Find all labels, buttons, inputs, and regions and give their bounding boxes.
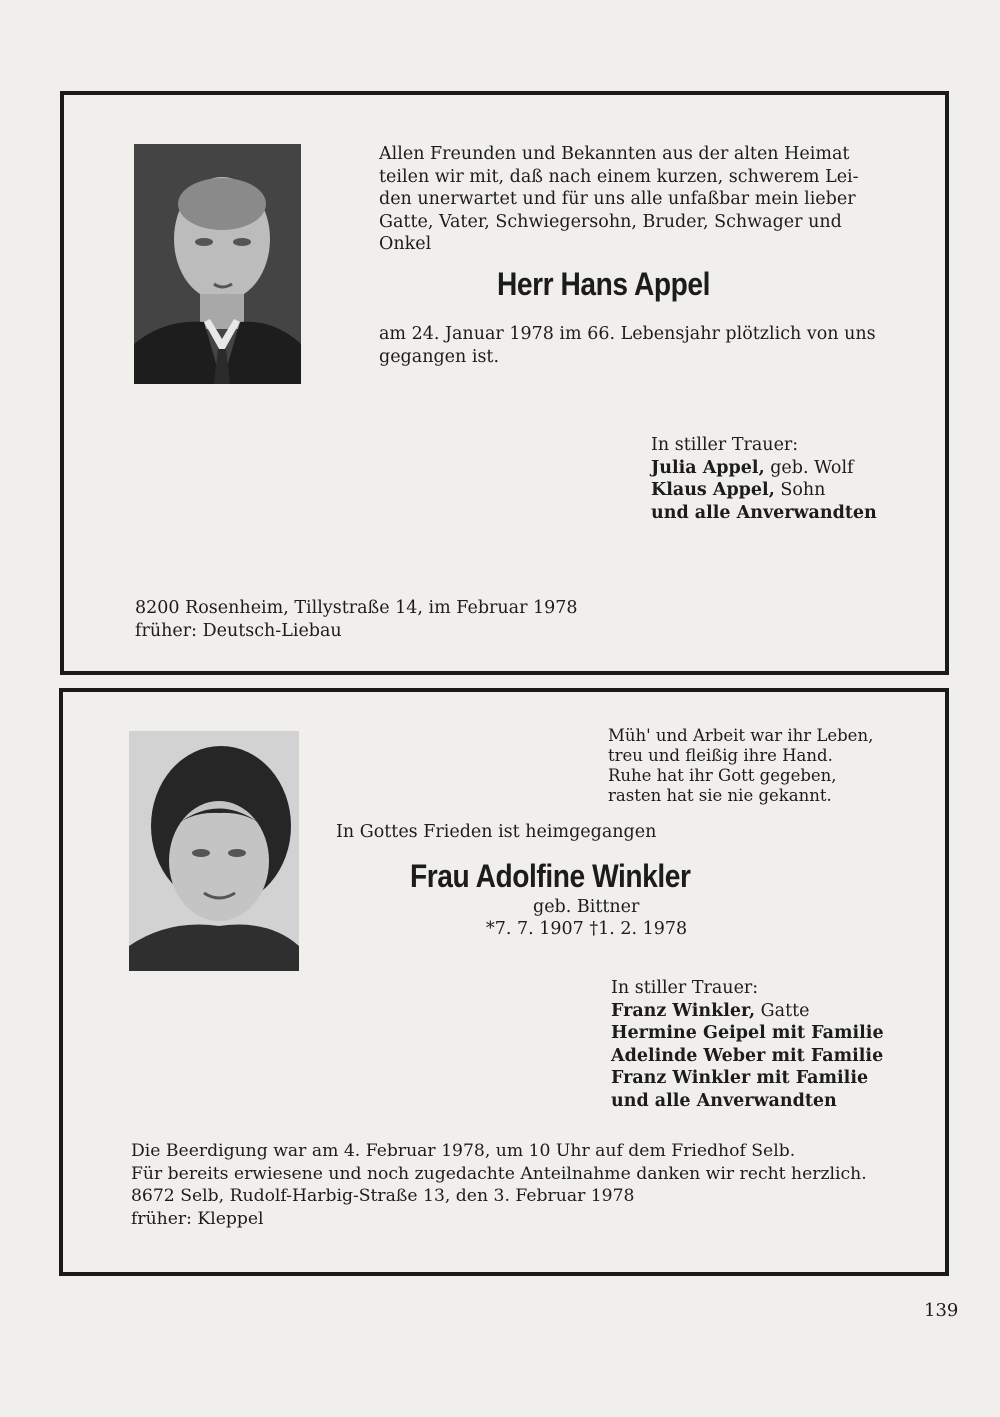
address-block: 8200 Rosenheim, Tillystraße 14, im Februar 1978 früher: Deutsch-Liebau [135,598,578,641]
deceased-name: Herr Hans Appel [497,266,711,302]
mourner: Julia Appel, geb. Wolf [651,457,854,478]
intro-text: In Gottes Frieden ist heimgegangen [336,822,657,842]
mourner: und alle Anverwandten [651,502,877,523]
page-number: 139 [924,1300,959,1321]
life-dates: *7. 7. 1907 †1. 2. 1978 [486,919,688,939]
death-text: am 24. Januar 1978 im 66. Lebensjahr plötzlich von uns gegangen ist. [379,324,876,367]
mourners-block: In stiller Trauer: Julia Appel, geb. Wolf Klaus Appel, Sohn und alle Anverwandten [651,435,877,523]
mourners-block: In stiller Trauer: Franz Winkler, Gatte Hermine Geipel mit Familie Adelinde Weber mit Familie Franz Winkler mit Familie und alle Anverwandten [611,978,884,1111]
mourner: Adelinde Weber mit Familie [611,1045,884,1066]
mourner: Franz Winkler mit Familie [611,1068,869,1088]
mourner: Klaus Appel, Sohn [651,480,826,500]
intro-text: Allen Freunden und Bekannten aus der alten Heimat teilen wir mit, daß nach einem kurzen, schwerem Lei- den unerwartet und für uns alle unfaßbar mein lieber Gatte, Vater, Schwiegersohn, Bruder, Schwager und Onkel [379,144,859,254]
funeral-info: Die Beerdigung war am 4. Februar 1978, um 10 Uhr auf dem Friedhof Selb. Für bereits erwiesene und noch zugedachte Anteilnahme danken wir recht herzlich. 8672 Selb, Rudolf-Harbig-Straße 13, den 3. Februar 1978 früher: Kleppel [131,1141,867,1229]
mourner: Hermine Geipel mit Familie [611,1023,884,1043]
portrait-woman-photo [129,731,299,971]
deceased-name: Frau Adolfine Winkler [410,858,691,894]
mourner: Franz Winkler, Gatte [611,1000,810,1021]
mourner: und alle Anverwandten [611,1090,837,1111]
maiden-name: geb. Bittner [533,897,640,917]
poem: Müh' und Arbeit war ihr Leben, treu und fleißig ihre Hand. Ruhe hat ihr Gott gegeben, rasten hat sie nie gekannt. [608,726,874,805]
portrait-man-photo [134,144,301,384]
